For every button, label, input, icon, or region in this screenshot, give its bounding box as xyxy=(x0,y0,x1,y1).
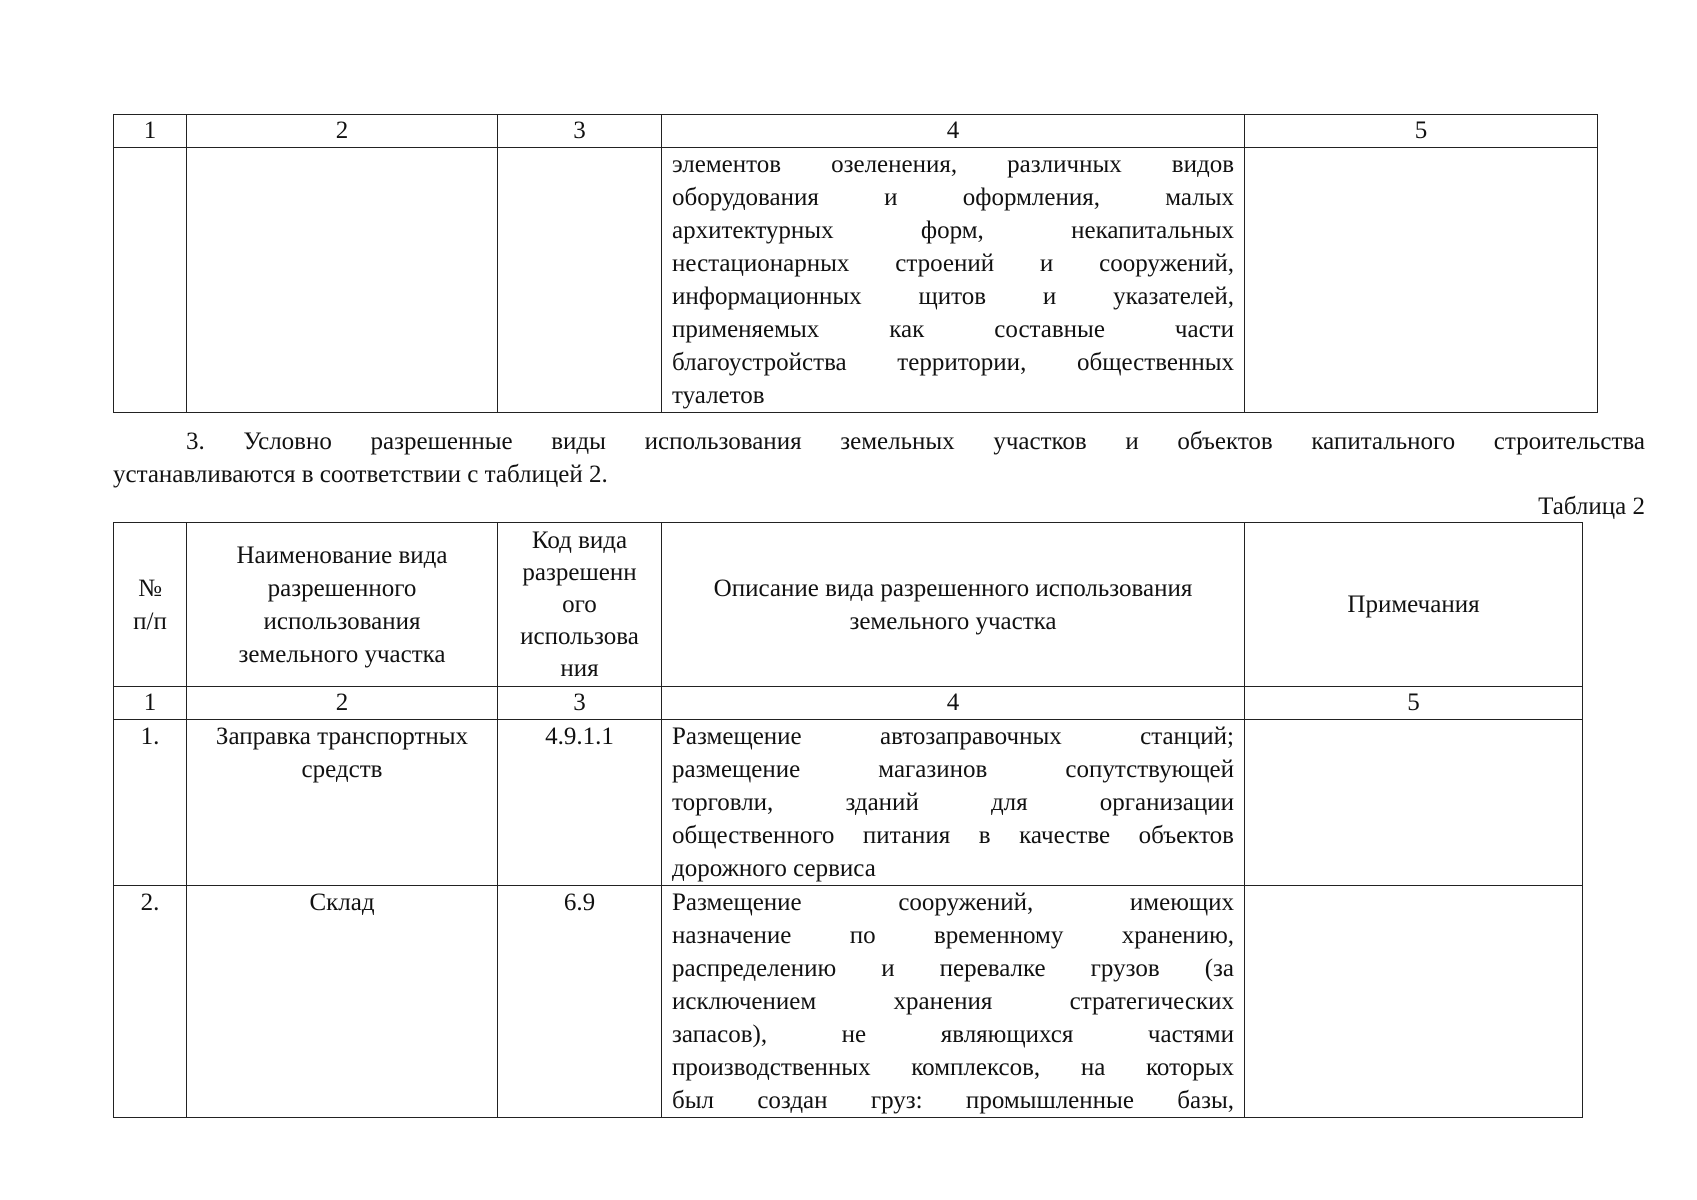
description-line: информационных щитов и указателей, xyxy=(672,283,1234,310)
cell-code: 4.9.1.1 xyxy=(498,720,662,886)
description-line: исключением хранения стратегических xyxy=(672,988,1234,1015)
column-number: 5 xyxy=(1245,687,1583,720)
description-line: торговли, зданий для организации xyxy=(672,789,1234,816)
column-number: 2 xyxy=(187,687,498,720)
description-line: туалетов xyxy=(672,382,765,409)
cell-notes xyxy=(1245,720,1583,886)
description-line: распределению и перевалке грузов (за xyxy=(672,955,1234,982)
table-continuation xyxy=(113,114,1598,413)
description-line: Размещение сооружений, имеющих xyxy=(672,889,1234,916)
cell-number xyxy=(114,148,187,413)
cell-name: Заправка транспортных средств xyxy=(187,720,498,886)
cell-notes xyxy=(1245,148,1598,413)
cell-number: 2. xyxy=(114,886,187,1118)
column-number: 3 xyxy=(498,115,662,148)
column-number: 1 xyxy=(114,115,187,148)
cell-name: Склад xyxy=(187,886,498,1118)
cell-name xyxy=(187,148,498,413)
cell-number: 1. xyxy=(114,720,187,886)
description-line: элементов озеленения, различных видов xyxy=(672,151,1234,178)
column-number: 3 xyxy=(498,687,662,720)
column-number: 4 xyxy=(662,115,1245,148)
column-number-row xyxy=(114,687,1583,720)
column-number: 5 xyxy=(1245,115,1598,148)
description-line: применяемых как составные части xyxy=(672,316,1234,343)
description-line: запасов), не являющихся частями xyxy=(672,1021,1234,1048)
cell-description xyxy=(662,720,1245,886)
description-line: Размещение автозаправочных станций; xyxy=(672,723,1234,750)
header-number: № п/п xyxy=(114,523,187,687)
description-line: оборудования и оформления, малых xyxy=(672,184,1234,211)
column-number: 4 xyxy=(662,687,1245,720)
cell-description xyxy=(662,148,1245,413)
description-line: архитектурных форм, некапитальных xyxy=(672,217,1234,244)
description-line: назначение по временному хранению, xyxy=(672,922,1234,949)
column-number: 2 xyxy=(187,115,498,148)
cell-description xyxy=(662,886,1245,1118)
table-row xyxy=(114,720,1583,886)
description-line: производственных комплексов, на которых xyxy=(672,1054,1234,1081)
description-line: нестационарных строений и сооружений, xyxy=(672,250,1234,277)
description-line: размещение магазинов сопутствующей xyxy=(672,756,1234,783)
description-line: был создан груз: промышленные базы, xyxy=(672,1087,1234,1114)
cell-notes xyxy=(1245,886,1583,1118)
column-number: 1 xyxy=(114,687,187,720)
paragraph-line: 3. Условно разрешенные виды использования земельных участков и объектов капитального строительства xyxy=(186,428,1645,455)
cell-code xyxy=(498,148,662,413)
table-caption: Таблица 2 xyxy=(1538,493,1645,520)
table-conditional-uses xyxy=(113,522,1583,1118)
cell-code: 6.9 xyxy=(498,886,662,1118)
header-description: Описание вида разрешенного использования земельного участка xyxy=(662,523,1245,687)
table-row xyxy=(114,148,1598,413)
description-line: благоустройства территории, общественных xyxy=(672,349,1234,376)
column-number-row xyxy=(114,115,1598,148)
header-name: Наименование вида разрешенного использования земельного участка xyxy=(187,523,498,687)
header-notes: Примечания xyxy=(1245,523,1583,687)
table-row xyxy=(114,886,1583,1118)
table-header-row xyxy=(114,523,1583,687)
header-code: Код вида разрешенн ого использова ния xyxy=(498,523,662,687)
description-line: дорожного сервиса xyxy=(672,855,876,882)
paragraph-line: устанавливаются в соответствии с таблицей 2. xyxy=(113,461,608,488)
description-line: общественного питания в качестве объектов xyxy=(672,822,1234,849)
